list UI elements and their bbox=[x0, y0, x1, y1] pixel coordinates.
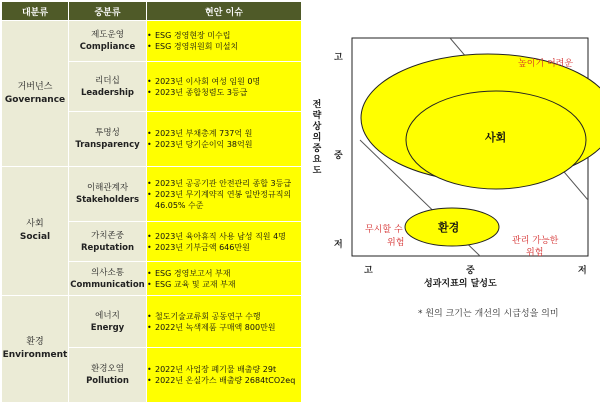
category-governance: 거버넌스 Governance bbox=[2, 21, 69, 167]
environment-bubble-label: 환경 bbox=[438, 221, 460, 234]
social-bubble-label: 사회 bbox=[485, 131, 507, 144]
table-row bbox=[2, 21, 302, 62]
issue-item: • 철도기술교류회 공동연구 수행 bbox=[155, 311, 301, 322]
issues-pollution bbox=[147, 348, 302, 403]
issue-item: • 2023년 당기순이익 38억원 bbox=[155, 139, 301, 150]
sub-pollution: 환경오염 Pollution bbox=[69, 348, 147, 403]
issue-item: • 2023년 종합청렴도 3등급 bbox=[155, 87, 301, 98]
issue-item: • ESG 경영현장 미수립 bbox=[155, 30, 301, 41]
y-tick-mid: 중 bbox=[334, 151, 343, 161]
region-label-manageable: 관리 가능한 bbox=[512, 236, 559, 246]
sub-reputation: 가치존중 Reputation bbox=[69, 222, 147, 262]
category-environment: 환경 Environment bbox=[2, 296, 69, 403]
sub-stakeholders: 이해관계자 Stakeholders bbox=[69, 167, 147, 222]
issues-leadership bbox=[147, 62, 302, 112]
issues-stakeholders bbox=[147, 167, 302, 222]
sub-leadership: 리더십 Leadership bbox=[69, 62, 147, 112]
issue-item: • 2023년 무기계약직 연봉 일반정규직의 46.05% 수준 bbox=[155, 189, 301, 211]
bubble-size-note: * 원의 크기는 개선의 시급성을 의미 bbox=[418, 309, 559, 319]
x-tick-high: 고 bbox=[364, 266, 373, 276]
issues-transparency bbox=[147, 112, 302, 167]
issue-item: • ESG 경영위원회 미설치 bbox=[155, 41, 301, 52]
issue-item: • 2023년 이사회 여성 임원 0명 bbox=[155, 76, 301, 87]
esg-issue-table bbox=[1, 1, 302, 403]
table-row bbox=[2, 167, 302, 222]
issue-item: • 2022년 온실가스 배출량 2684tCO2eq bbox=[155, 375, 301, 386]
y-tick-low: 저 bbox=[334, 240, 343, 250]
materiality-matrix bbox=[300, 0, 600, 405]
sub-transparency: 투명성 Transparency bbox=[69, 112, 147, 167]
issue-item: • 2023년 육아휴직 사용 남성 직원 4명 bbox=[155, 231, 301, 242]
x-tick-mid: 중 bbox=[466, 266, 475, 276]
x-axis-label: 성과지표의 달성도 bbox=[424, 279, 497, 289]
header-major-category: 대분류 bbox=[2, 2, 69, 21]
region-label-negligible-risk: 위험 bbox=[387, 238, 405, 248]
table-header-row bbox=[2, 2, 302, 21]
x-tick-low: 저 bbox=[578, 266, 587, 276]
issue-item: • ESG 경영보고서 부재 bbox=[155, 268, 301, 279]
sub-compliance: 제도운영 Compliance bbox=[69, 21, 147, 62]
issues-energy bbox=[147, 296, 302, 348]
region-label-manageable-risk: 위험 bbox=[526, 248, 544, 258]
sub-communication: 의사소통 Communication bbox=[69, 262, 147, 296]
issue-item: • 2022년 녹색제품 구매액 800만원 bbox=[155, 322, 301, 333]
issues-communication bbox=[147, 262, 302, 296]
issue-item: • 2022년 사업장 폐기물 배출량 29t bbox=[155, 364, 301, 375]
issue-item: • 2023년 기부금액 646만원 bbox=[155, 242, 301, 253]
issues-reputation bbox=[147, 222, 302, 262]
issue-item: • 2023년 부채총계 737억 원 bbox=[155, 128, 301, 139]
category-social: 사회 Social bbox=[2, 167, 69, 296]
issue-item: • ESG 교육 및 교재 부재 bbox=[155, 279, 301, 290]
issue-item: • 2023년 공공기관 안전관리 종합 3등급 bbox=[155, 178, 301, 189]
header-sub-category: 중분류 bbox=[69, 2, 147, 21]
y-tick-high: 고 bbox=[334, 53, 343, 63]
region-label-hard-to-raise: 높이기 어려운 bbox=[518, 59, 574, 69]
y-axis-label: 전략상의중요도 bbox=[312, 100, 322, 176]
sub-energy: 에너지 Energy bbox=[69, 296, 147, 348]
region-label-negligible: 무시할 수 bbox=[365, 225, 403, 235]
header-current-issues: 현안 이슈 bbox=[147, 2, 302, 21]
table-row bbox=[2, 296, 302, 348]
issues-compliance bbox=[147, 21, 302, 62]
